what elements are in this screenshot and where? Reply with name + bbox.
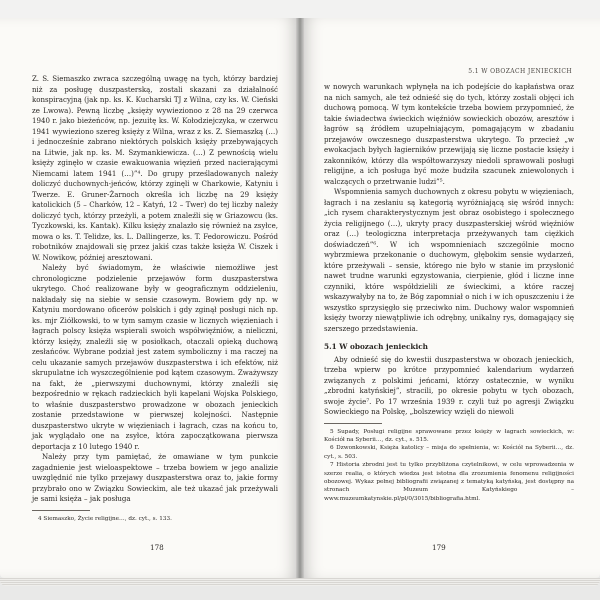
footnotes	[324, 428, 574, 504]
book-gutter	[296, 18, 304, 578]
paragraph: w nowych warunkach wpłynęła na ich podejście do kapłaństwa oraz na nich samych, ale też odnieść się do tych, którzy zostali objęci ich duchową pomocą. W tym kontekście trzeba bowiem przypomnieć, że takie świadectwa świeckich więźniów sowieckich obozów, aresztów i łagrów są źródłem uzupełniającym, pomagającym w zbadaniu przejawów owczesnego duszpasterstwa ukrytego. To przecież „w ewokacjach byłych łagierników przewijają się liczne postacie księży i zakonników, którzy dla współtowarzyszy niedoli sprawowali posługi religijne, a ich posługa być może budziła szacunek zniewolonych i walczących o przetrwanie ludzi”⁵.	[324, 82, 574, 186]
left-page	[0, 18, 300, 578]
footnote: 6 Dzwonkowski, Księża katolicy – misja do spełnienia, w: Kościół na Syberii…, dz. cyt., s. 503.	[324, 445, 574, 460]
footnotes	[32, 515, 278, 523]
page-number: 179	[432, 543, 446, 552]
left-page-body	[32, 74, 278, 523]
paragraph: Należy być świadomym, że właściwie niemożliwe jest chronologiczne podzielenie przejawów form duszpasterstwa ukrytego. Choć realizowane były w geograficznym oddzieleniu, nakładały się na siebie w sensie czasowym. Bowiem gdy np. w Katyniu mordowano oficerów polskich i gdy zginął posługi nich np. ks. mjr Ziółkowski, to w tym samym czasie w licznych więzieniach i łagrach polscy księża wspierali swoich współwięźniów, a nieliczni, którzy księży, znaleźli się w posiołkach, otaczali opieką duchową zesłańców. Wybrane podział jest zatem symboliczny i ma raczej na celu ukazanie samych przejawów duszpasterstwa i ich efektów, niż skrupulatne ich wyszczególnienie pod kątem czasowym. Zważywszy na fakt, że „pierwszymi duchownymi, którzy znaleźli się bezpośrednio w rękach radzieckich byli kapelani Wojska Polskiego, to właśnie duszpasterstwo prowadzone w obozach jenieckich zostanie przedstawione w pierwszej kolejności. Następnie duszpasterstwo ukryte w więzieniach i łagrach, czas na końcu to, jak wyglądało one na zsyłce, która zapoczątkowana pierwsza deportacja z 10 lutego 1940 r.	[32, 263, 278, 451]
running-head: 5.1 W OBOZACH JENIECKICH	[468, 68, 572, 75]
footnote-divider	[324, 423, 382, 424]
footnote: 4 Siemaszko, Życie religijne…, dz. cyt., s. 133.	[38, 515, 172, 522]
right-page	[300, 18, 600, 578]
paragraph: Należy przy tym pamiętać, że omawiane w tym punkcie zagadnienie jest wieloaspektowe – trzeba bowiem w jego analizie uwzględnić nie tylko przejawy duszpasterstwa oraz to, jakie formy przybrało ono w Związku Sowieckim, ale też ukazać jak przeżywali je sami księża – jak posługa	[32, 452, 278, 503]
footnote-divider	[32, 510, 90, 511]
page-number: 178	[150, 543, 164, 552]
footnote: 7 Historia zbrodni jest tu tylko przybliżona czytelnikowi, w celu wprowadzenia w szerze realia, o których wiedza jest istotna dla zrozumienia fenomenu religijności obozowej. Wykaz pełnej bibliografii związanej z tematyką katyńską, jest dostępny na stronach Muzeum Katyńskiego – www.muzeumkatynskie.pl/pl/0/3015/bibliografia.html.	[324, 462, 574, 502]
paragraph: Aby odnieść się do kwestii duszpasterstwa w obozach jenieckich, trzeba wpierw po krótce przypomnieć kalendarium wydarzeń związanych z polskimi jeńcami, którzy ostatecznie, w wyniku „zbrodni katyńskiej”, stracili, po okresie pobytu w tych obozach, swoje życie⁷. Po 17 września 1939 r. czyli tuż po agresji Związku Sowieckiego na Polskę, „bolszewicy wzięli do niewoli	[324, 354, 574, 416]
page-edges	[0, 578, 600, 586]
paragraph: Wspomnienia samych duchownych z okresu pobytu w więzieniach, łagrach i na zesłaniu są kategorią wyróżniającą się wśród innych: „ich rysem charakterystycznym jest obraz osobistego i społecznego życia religijnego (…), ukryty pracy duszpasterskiej wśród więźniów oraz (…) teologiczna interpretacja przeżywanych tam ciężkich doświadczeń”⁶. W ich wspomnieniach szczególnie mocno wybrzmiewa przekonanie o duchowym, głębokim sensie wydarzeń, które przeżywali – sensie, którego nie było w stanie im przysłonić nawet trudne warunki egzystowania, cierpienie, głód i liczne inne czynniki, które współdzielili ze świeckimi, a które raczej wskazywałyby na to, że Bóg zapomniał o nich i w ich opuszczeniu i że wszystko sprzysięgło się przeciwko nim. Duchowy walor wspomnień księży tworzy niewątpliwie ich odrębny, unikalny rys, domagający się szerszego przedstawienia.	[324, 187, 574, 333]
right-page-body	[324, 82, 574, 503]
section-heading: 5.1 W obozach jenieckich	[324, 342, 428, 351]
paragraph: Z. S. Siemaszko zwraca szczególną uwagę na tych, którzy bardziej niż za posługę duszpasterską, zostali skazani za działalność konspiracyjną (jak np. ks. K. Kucharski TJ z Wilna, czy ks. W. Cieński ze Lwowa). Pewną liczbę „księży wywiezionoo z 28 na 29 czerwca 1940 r. jako bieżeńców, np. jezuitę ks. W. Kołodziejczyka, w czerwcu 1941 wywieziono szereg księży z Wilna, wraz z ks. Z. Siemaszką (…) i jednocześnie zabrano niektórych polskich księży przebywających na Litwie, jak np. ks. M. Szymankiewicza. (…) Z pewnością wielu księży zginęło w czasie ewakuowania więzień przed nacierającymi Niemcami latem 1941 (…)”⁴. Do grupy prześladowanych należy doliczyć duchownych-jeńców, którzy zginęli w Charkowie, Katyniu i Twerze. E. Gruner-Żarnoch określa ich liczbę na 29 księży katolickich (5 – Charków, 12 – Katyń, 12 – Twer) do tej liczby należy doliczyć tych, którzy przeżyli, a potem znaleźli się w Griazowcu (ks. Tyczkowski, ks. Kantak). Kilku księży znalazło się również na zsyłce, mowa o ks. T. Telidze, ks. L. Dallingerze, ks. T. Fedorowiczu. Pośród robotników znajdowali się przez jakiś czas także księża W. Ciszek i W. Nowikow, później aresztowani.	[32, 74, 278, 262]
footnote: 5 Supady, Posługi religijne sprawowane przez księży w łagrach sowieckich, w: Kościół na Syberii…, dz. cyt., s. 515.	[324, 428, 574, 443]
open-book	[0, 18, 600, 600]
